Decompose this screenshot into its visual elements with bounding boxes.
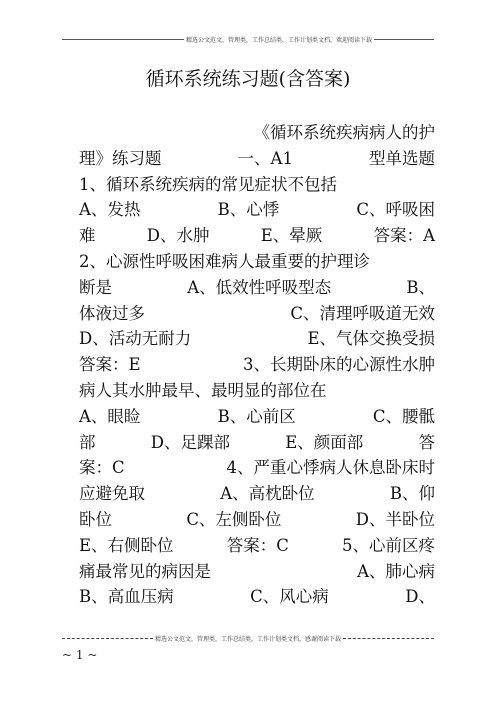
text-segment: E、颜面部: [285, 432, 364, 452]
header-rule-right: [374, 39, 434, 40]
page-header: [62, 35, 434, 44]
text-segment: 答案：E: [79, 355, 141, 375]
page-footer: [62, 634, 434, 643]
text-line: [79, 481, 435, 507]
text-segment: D、活动无耐力: [79, 329, 192, 349]
text-line: [79, 559, 435, 585]
text-segment: 答案：C: [226, 535, 289, 555]
text-segment: 1、循环系统疾病的常见症状不包括: [79, 174, 337, 194]
text-segment: C、左侧卧位: [186, 509, 282, 529]
text-line: [79, 404, 435, 430]
text-line: [79, 533, 435, 559]
footer-rule-right: [343, 638, 434, 639]
text-segment: 病人其水肿最早、最明显的部位在: [79, 380, 327, 400]
text-segment: D、半卧位: [355, 509, 435, 529]
text-segment: 5、心前区疼: [341, 535, 435, 555]
text-line: [79, 120, 435, 146]
text-segment: C、清理呼吸道无效: [290, 303, 435, 323]
text-segment: C、风心病: [250, 587, 329, 607]
text-segment: B、高血压病: [79, 587, 174, 607]
text-line: [79, 326, 435, 352]
text-segment: 《循环系统疾病病人的护: [253, 123, 435, 142]
text-segment: A、高枕卧位: [220, 484, 315, 504]
text-segment: 理》练习题: [79, 148, 162, 168]
text-line: [79, 352, 435, 378]
text-segment: 痛最常见的病因是: [79, 561, 211, 581]
text-segment: 部: [79, 432, 96, 452]
text-segment: E、气体交换受损: [307, 329, 435, 349]
text-segment: B、仰: [389, 484, 435, 504]
text-line: [79, 172, 435, 198]
text-segment: 答案：A: [373, 226, 435, 246]
text-segment: A、眼睑: [79, 406, 141, 426]
document-body: [79, 120, 435, 610]
text-line: [79, 223, 435, 249]
header-rule-left: [62, 39, 184, 40]
footer-text: 精选公文范文，管理类，工作总结类，工作计划类文档，感谢阅读下载: [155, 636, 342, 643]
text-segment: C、呼吸困: [356, 200, 435, 220]
text-segment: D、: [405, 587, 435, 607]
text-line: [79, 455, 435, 481]
text-line: [79, 197, 435, 223]
text-segment: A、肺心病: [357, 561, 435, 581]
text-segment: D、足踝部: [150, 432, 230, 452]
text-segment: 3、长期卧床的心源性水肿: [243, 355, 435, 375]
footer-rule-left: [62, 638, 153, 639]
text-segment: 体液过多: [79, 303, 145, 323]
text-segment: E、右侧卧位: [79, 535, 174, 555]
text-line: [79, 430, 435, 456]
text-line: [79, 275, 435, 301]
text-segment: B、心悸: [217, 200, 280, 220]
text-line: [79, 507, 435, 533]
text-line: [79, 146, 435, 172]
text-line: [79, 249, 435, 275]
text-segment: B、心前区: [217, 406, 296, 426]
text-segment: C、腰骶: [372, 406, 435, 426]
text-segment: B、: [406, 277, 435, 297]
text-segment: 一、A1: [237, 148, 293, 168]
text-segment: 4、严重心悸病人休息卧床时: [226, 458, 435, 478]
document-title: 循环系统练习题(含答案): [145, 68, 351, 90]
header-text: 精选公文范文，管理类，工作总结类，工作计划类文档，欢迎阅读下载: [185, 37, 372, 44]
text-line: [79, 301, 435, 327]
text-segment: 卧位: [79, 509, 112, 529]
text-line: [79, 378, 435, 404]
page-number: ~ 1 ~: [62, 648, 98, 662]
text-segment: 应避免取: [79, 484, 145, 504]
text-segment: 答: [418, 432, 435, 452]
text-segment: 难: [79, 226, 96, 246]
text-line: [79, 584, 435, 610]
text-segment: 案：C: [79, 458, 125, 478]
text-segment: E、晕厥: [260, 226, 323, 246]
text-segment: A、低效性呼吸型态: [187, 277, 332, 297]
text-segment: D、水肿: [146, 226, 210, 246]
text-segment: 2、心源性呼吸困难病人最重要的护理诊: [79, 251, 370, 271]
text-segment: 断是: [79, 277, 112, 297]
text-segment: 型单选题: [368, 148, 435, 168]
text-segment: A、发热: [79, 200, 141, 220]
